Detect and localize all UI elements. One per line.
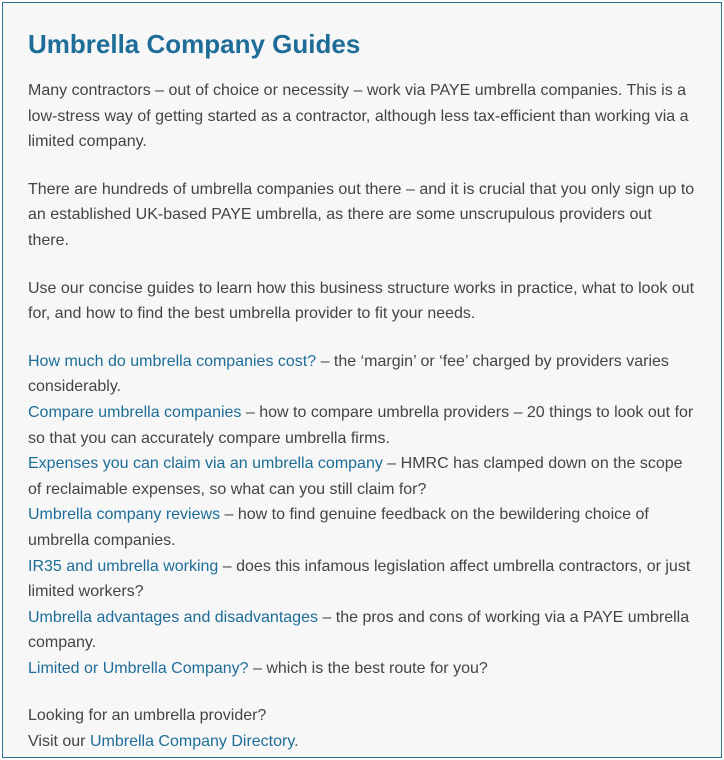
directory-prefix: Visit our bbox=[28, 733, 90, 751]
link-description: – which is the best route for you? bbox=[248, 659, 488, 677]
intro-paragraph-1: Many contractors – out of choice or necessity – work via PAYE umbrella companies. This is a low-stress way of getting started as a contractor, although less tax-efficient than working via a limited company. bbox=[28, 82, 689, 151]
link-ir35[interactable]: IR35 and umbrella working bbox=[28, 557, 219, 575]
link-description: – the pros and cons of working via a PAYE umbrella company. bbox=[28, 608, 690, 652]
link-description: – HMRC has clamped down on the scope of reclaimable expenses, so what can you still claim for? bbox=[28, 455, 683, 498]
link-limited-or-umbrella[interactable]: Limited or Umbrella Company? bbox=[28, 659, 249, 677]
list-item bbox=[28, 451, 696, 502]
link-umbrella-costs[interactable]: How much do umbrella companies cost? bbox=[28, 352, 317, 370]
guides-panel bbox=[2, 2, 722, 758]
link-description: – does this infamous legislation affect umbrella contractors, or just limited workers? bbox=[28, 557, 691, 601]
link-pros-cons[interactable]: Umbrella advantages and disadvantages bbox=[28, 608, 318, 626]
list-item bbox=[28, 400, 696, 451]
directory-line bbox=[28, 729, 696, 755]
link-description: – how to compare umbrella providers – 20 things to look out for so that you can accurately compare umbrella firms. bbox=[28, 403, 694, 447]
link-compare-umbrella[interactable]: Compare umbrella companies bbox=[28, 403, 242, 421]
link-expenses[interactable]: Expenses you can claim via an umbrella company bbox=[28, 455, 383, 473]
directory-question: Looking for an umbrella provider? bbox=[28, 707, 267, 725]
link-description: – the ‘margin’ or ‘fee’ charged by providers varies considerably. bbox=[28, 352, 669, 396]
intro-paragraph-3: Use our concise guides to learn how this business structure works in practice, what to look out for, and how to find the best umbrella provider to fit your needs. bbox=[28, 279, 695, 323]
link-description: – how to find genuine feedback on the bewildering choice of umbrella companies. bbox=[28, 506, 649, 549]
list-item bbox=[28, 605, 696, 656]
page-title: Umbrella Company Guides bbox=[28, 29, 361, 59]
directory-callout bbox=[28, 703, 696, 754]
intro-paragraph-2: There are hundreds of umbrella companies out there – and it is crucial that you only sign up to an established UK-based PAYE umbrella, as there are some unscrupulous providers out there. bbox=[28, 180, 695, 249]
list-item bbox=[28, 502, 696, 553]
list-item bbox=[28, 554, 696, 605]
directory-suffix: . bbox=[294, 733, 299, 751]
list-item bbox=[28, 349, 696, 400]
list-item bbox=[28, 656, 696, 682]
guide-links-list bbox=[28, 349, 696, 682]
link-reviews[interactable]: Umbrella company reviews bbox=[28, 506, 221, 524]
link-umbrella-directory[interactable]: Umbrella Company Directory bbox=[89, 733, 295, 751]
